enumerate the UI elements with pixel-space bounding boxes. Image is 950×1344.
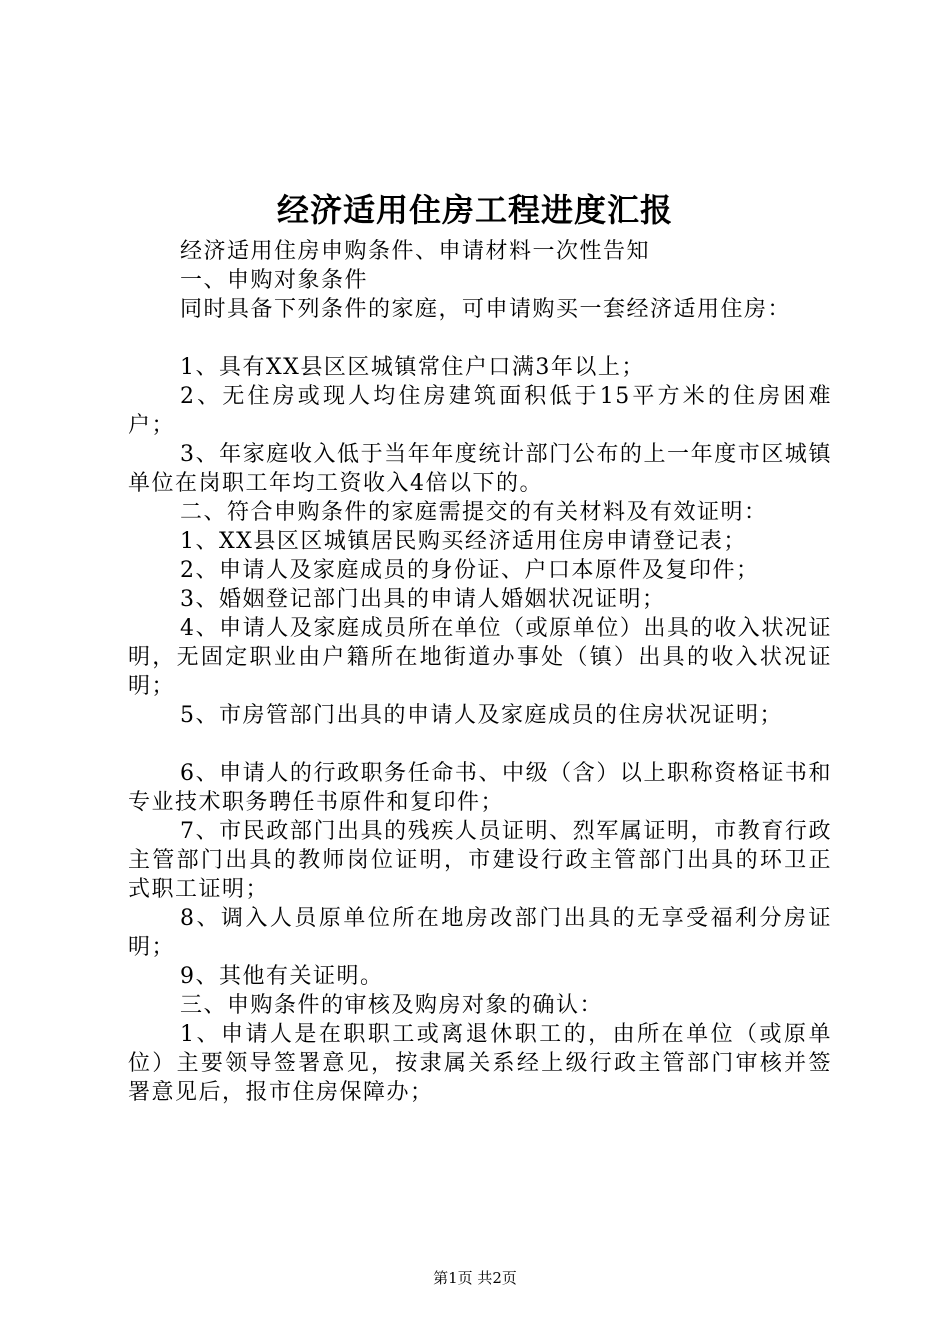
paragraph: 1、XX县区区城镇居民购买经济适用住房申请登记表； (180, 529, 747, 554)
paragraph: 9、其他有关证明。 (180, 964, 384, 989)
paragraph: 1、具有XX县区区城镇常住户口满3年以上； (180, 355, 645, 380)
paragraph: 二、符合申购条件的家庭需提交的有关材料及有效证明： (180, 500, 768, 525)
document-body (128, 237, 832, 1107)
paragraph: 6、申请人的行政职务任命书、中级（含）以上职称资格证书和专业技术职务聘任书原件和复印件； (128, 761, 832, 815)
paragraph: 8、调入人员原单位所在地房改部门出具的无享受福利分房证明； (128, 906, 832, 960)
paragraph: 三、申购条件的审核及购房对象的确认： (180, 993, 604, 1018)
document-title: 经济适用住房工程进度汇报 (276, 191, 673, 229)
paragraph: 2、无住房或现人均住房建筑面积低于15平方米的住房困难户； (128, 384, 832, 438)
paragraph: 一、申购对象条件 (180, 268, 369, 293)
page-footer: 第1页 共2页 (433, 1269, 517, 1287)
paragraph: 1、申请人是在职职工或离退休职工的，由所在单位（或原单位）主要领导签署意见，按隶属关系经上级行政主管部门审核并签署意见后，报市住房保障办； (128, 1022, 832, 1105)
paragraph: 3、年家庭收入低于当年年度统计部门公布的上一年度市区城镇单位在岗职工年均工资收入4倍以下的。 (128, 442, 832, 496)
paragraph: 4、申请人及家庭成员所在单位（或原单位）出具的收入状况证明，无固定职业由户籍所在地街道办事处（镇）出具的收入状况证明； (128, 616, 832, 699)
paragraph: 经济适用住房申购条件、申请材料一次性告知 (180, 239, 651, 264)
paragraph: 同时具备下列条件的家庭，可申请购买一套经济适用住房： (180, 297, 792, 322)
paragraph: 3、婚姻登记部门出具的申请人婚姻状况证明； (180, 587, 666, 612)
paragraph: 5、市房管部门出具的申请人及家庭成员的住房状况证明； (180, 703, 783, 728)
paragraph: 2、申请人及家庭成员的身份证、户口本原件及复印件； (180, 558, 760, 583)
paragraph: 7、市民政部门出具的残疾人员证明、烈军属证明，市教育行政主管部门出具的教师岗位证明，市建设行政主管部门出具的环卫正式职工证明； (128, 819, 832, 902)
